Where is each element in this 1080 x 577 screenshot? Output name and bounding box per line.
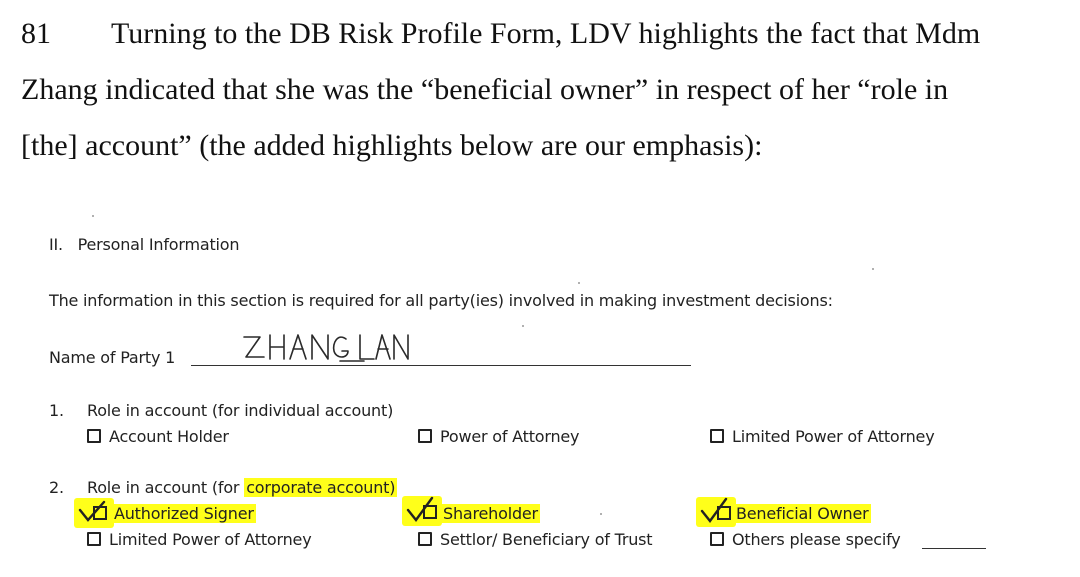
- section-heading: II. Personal Information: [49, 235, 240, 254]
- paragraph-text-1: Turning to the DB Risk Profile Form, LDV highlights the fact that Mdm: [111, 17, 981, 50]
- highlight-corporate-account: corporate account): [246, 478, 396, 497]
- checkbox-empty-icon: [710, 532, 724, 546]
- checkbox-checked-icon: [696, 497, 736, 527]
- scan-speck: [872, 268, 874, 270]
- scan-speck: [578, 282, 580, 284]
- option-limited-power-of-attorney-individual[interactable]: Limited Power of Attorney: [710, 427, 934, 446]
- option-others-please-specify[interactable]: Others please specify: [710, 530, 901, 549]
- checkbox-empty-icon: [418, 429, 432, 443]
- name-label: Name of Party 1: [49, 348, 176, 367]
- scan-speck: [92, 215, 94, 217]
- option-shareholder[interactable]: Shareholder: [443, 504, 538, 523]
- scan-speck: [522, 325, 524, 327]
- checkbox-empty-icon: [87, 532, 101, 546]
- q1-label: Role in account (for individual account): [87, 401, 394, 420]
- checkbox-empty-icon: [710, 429, 724, 443]
- q1-number: 1.: [49, 401, 64, 420]
- checkbox-checked-icon: [74, 498, 114, 528]
- q2-label: Role in account (for corporate account): [87, 478, 396, 497]
- checkbox-checked-icon: [402, 496, 442, 526]
- svg-text:ZHANG LAN: ZHANG LAN: [240, 331, 246, 332]
- others-specify-underline: [922, 548, 986, 549]
- q2-number: 2.: [49, 478, 64, 497]
- option-limited-power-of-attorney-corporate[interactable]: Limited Power of Attorney: [87, 530, 311, 549]
- option-beneficial-owner[interactable]: Beneficial Owner: [736, 504, 869, 523]
- option-account-holder[interactable]: Account Holder: [87, 427, 229, 446]
- info-text: The information in this section is required for all party(ies) involved in making investment decisions:: [49, 291, 833, 310]
- scan-speck: [600, 513, 602, 515]
- handwritten-name: [240, 331, 410, 369]
- option-authorized-signer[interactable]: Authorized Signer: [114, 504, 254, 523]
- paragraph-line-3: [the] account” (the added highlights below are our emphasis):: [21, 129, 763, 162]
- paragraph-number: 81: [21, 17, 51, 50]
- checkbox-empty-icon: [418, 532, 432, 546]
- option-settlor-beneficiary-of-trust[interactable]: Settlor/ Beneficiary of Trust: [418, 530, 652, 549]
- paragraph-line-2: Zhang indicated that she was the “beneficial owner” in respect of her “role in: [21, 73, 949, 106]
- option-power-of-attorney[interactable]: Power of Attorney: [418, 427, 579, 446]
- checkbox-empty-icon: [87, 429, 101, 443]
